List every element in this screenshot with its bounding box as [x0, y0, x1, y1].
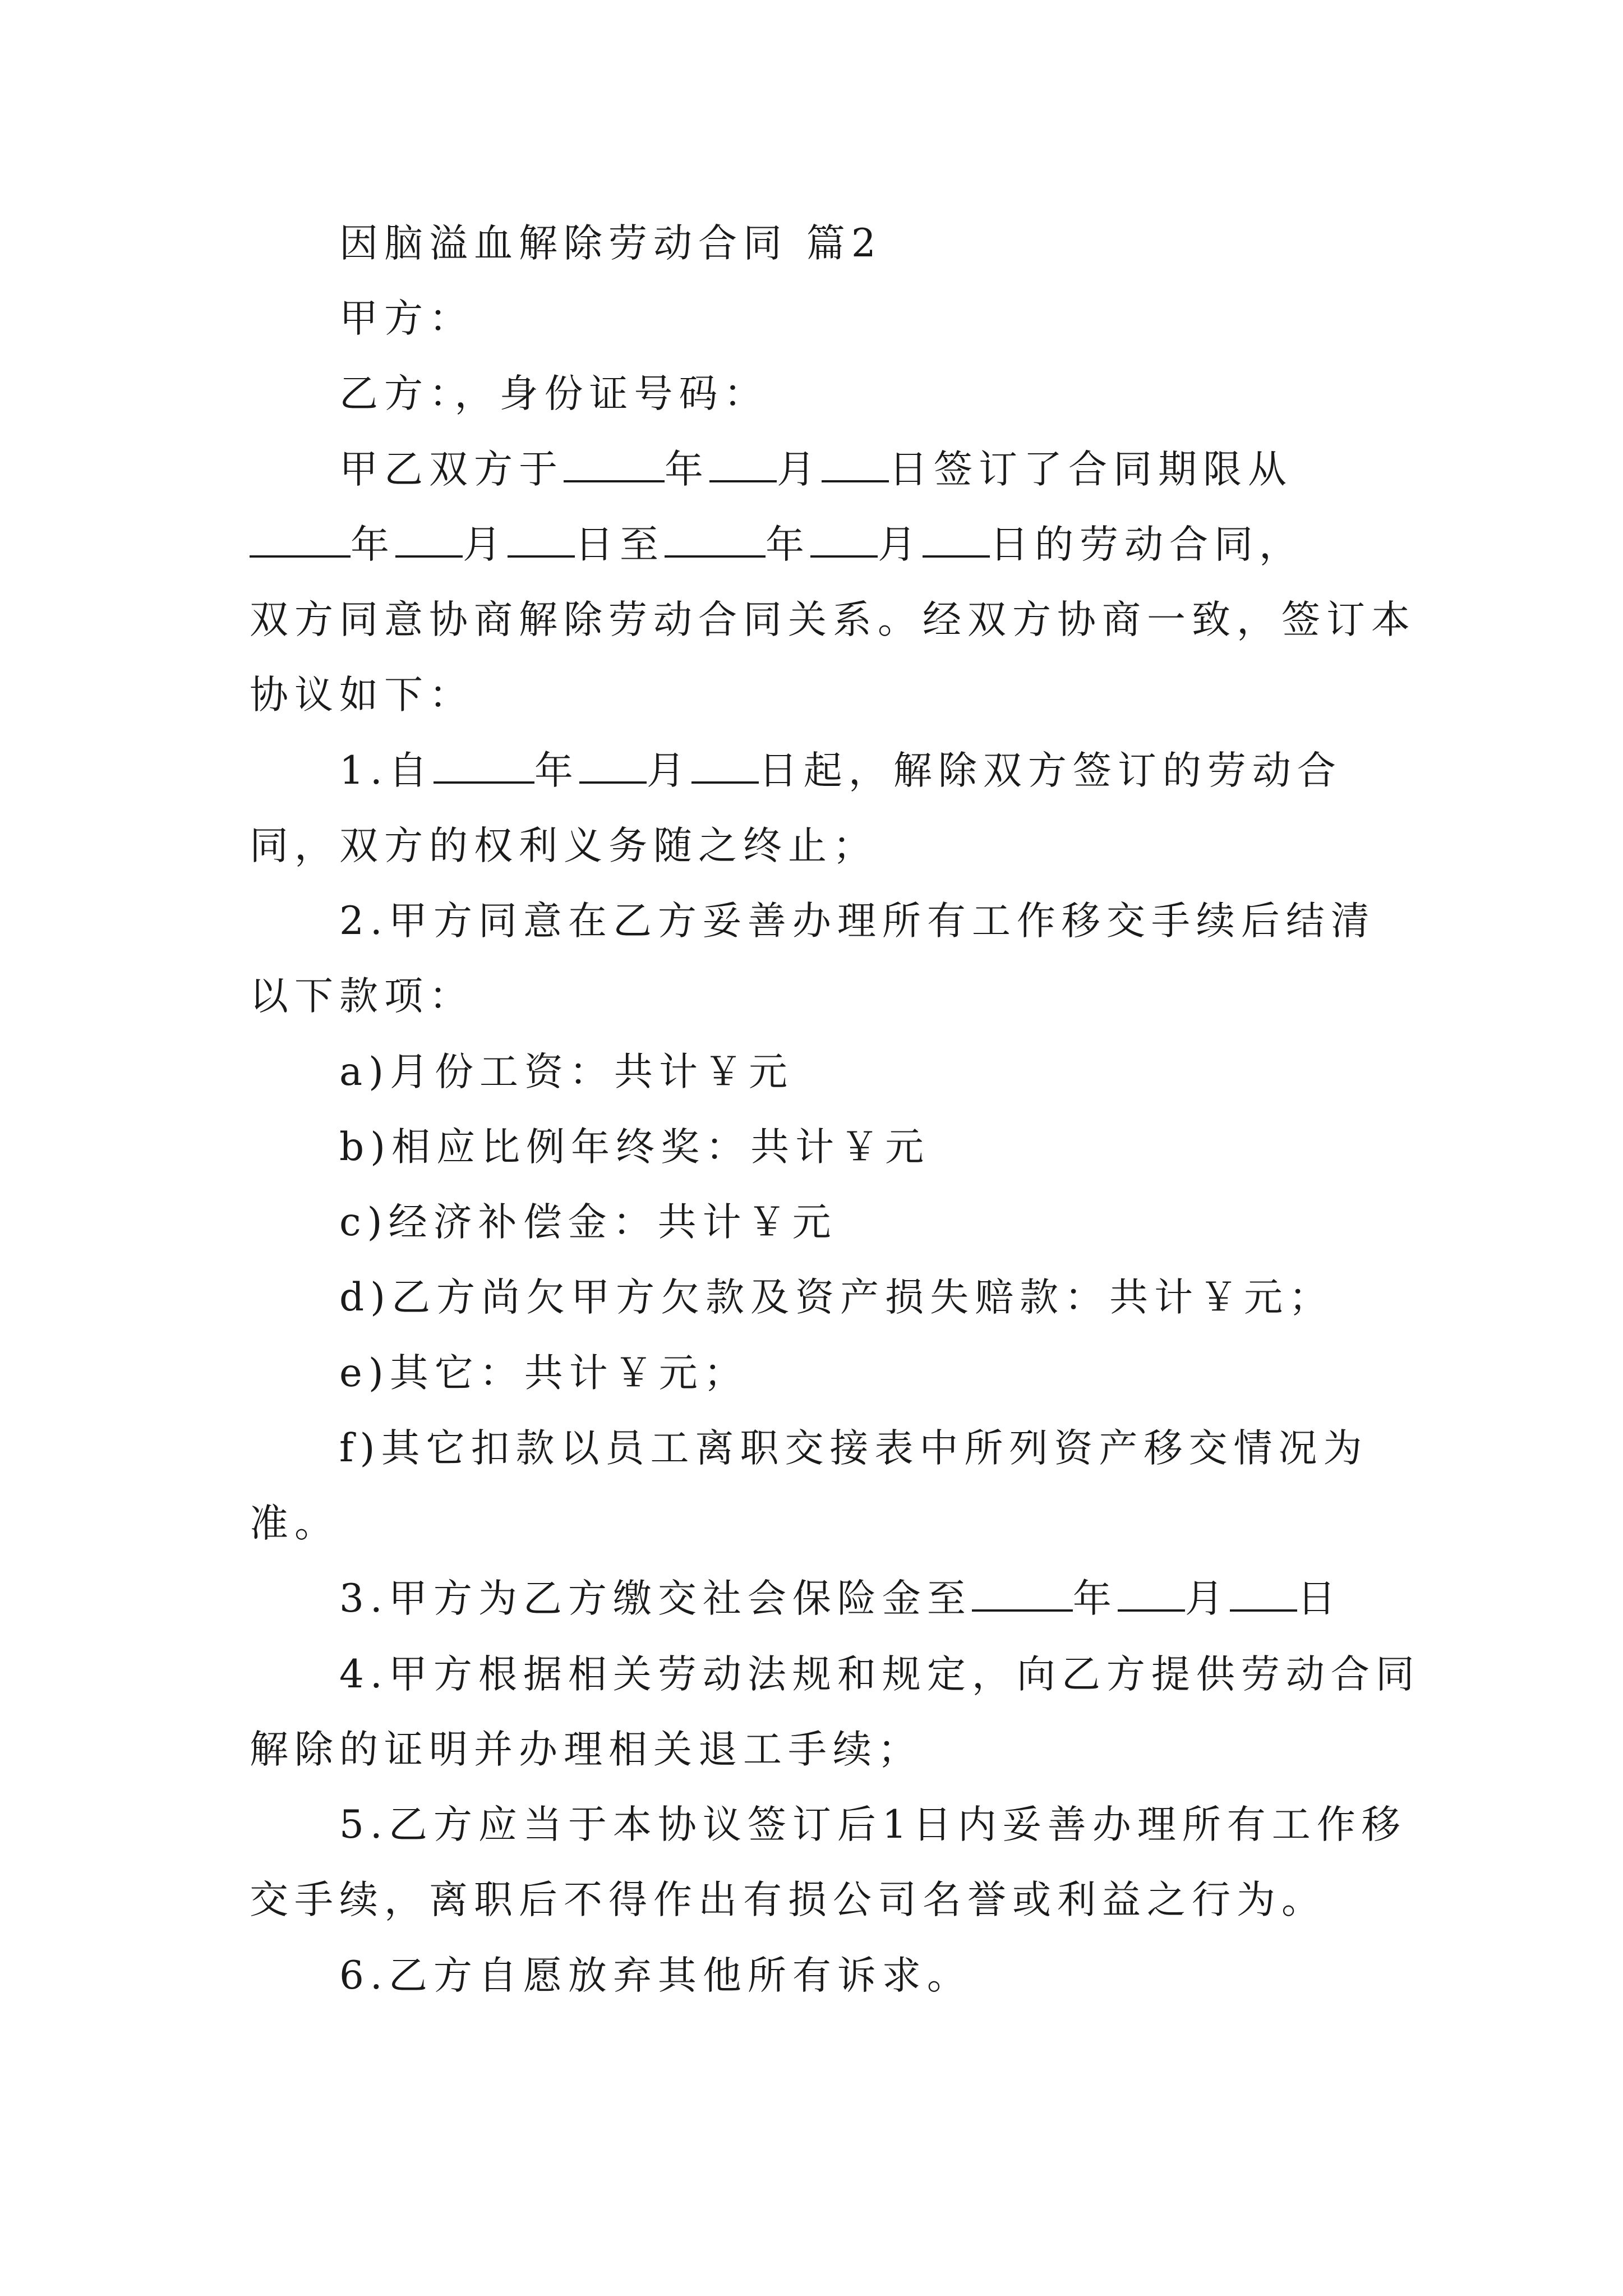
party-b-line: [0, 366, 1623, 422]
intro-text: 双方同意协商解除劳动合同关系。经双方协商一致，签订本: [250, 597, 1416, 642]
item-3: [0, 1571, 1623, 1627]
sub-item-text: b)相应比例年终奖：共计￥元: [339, 1125, 930, 1170]
item-5-line-1: [0, 1797, 1623, 1853]
party-a-text: 甲方：: [339, 296, 474, 341]
intro-line-2: [0, 517, 1623, 573]
blank-field: [709, 447, 777, 482]
blank-field: [1118, 1576, 1185, 1612]
item-text: 1.自: [339, 748, 434, 793]
blank-field: [923, 522, 990, 558]
sub-item-b: [0, 1119, 1623, 1175]
blank-field: [1230, 1576, 1297, 1612]
intro-text: 年: [665, 447, 709, 492]
title-text: 因脑溢血解除劳动合同 篇2: [339, 221, 882, 266]
blank-field: [665, 522, 766, 558]
blank-field: [810, 522, 878, 558]
item-text: 交手续，离职后不得作出有损公司名誉或利益之行为。: [250, 1878, 1326, 1922]
item-text: 年: [1072, 1576, 1118, 1621]
item-text: 日: [1297, 1576, 1342, 1621]
item-6: [0, 1948, 1623, 2004]
item-text: 解除的证明并办理相关退工手续；: [250, 1727, 923, 1772]
intro-text: 协议如下：: [250, 673, 474, 717]
intro-text: 年: [766, 522, 810, 567]
intro-line-4: [0, 667, 1623, 723]
intro-text: 甲乙双方于: [339, 447, 564, 492]
blank-field: [822, 447, 889, 482]
sub-item-text: a)月份工资：共计￥元: [339, 1050, 794, 1094]
sub-item-text: f)其它扣款以员工离职交接表中所列资产移交情况为: [339, 1426, 1368, 1471]
item-text: 3.甲方为乙方缴交社会保险金至: [339, 1576, 972, 1621]
intro-text: 日至: [575, 522, 665, 567]
item-text: 年: [534, 748, 579, 793]
blank-field: [579, 748, 647, 784]
item-1-line-1: [0, 743, 1623, 799]
item-text: 同，双方的权利义务随之终止；: [250, 823, 878, 868]
item-text: 2.甲方同意在乙方妥善办理所有工作移交手续后结清: [339, 899, 1376, 944]
sub-item-text: c)经济补偿金：共计￥元: [339, 1200, 837, 1245]
intro-text: 日的劳动合同，: [990, 522, 1304, 567]
blank-field: [395, 522, 463, 558]
item-text: 月: [646, 748, 691, 793]
intro-text: 月: [878, 522, 923, 567]
intro-text: 日签订了合同期限从: [889, 447, 1293, 492]
intro-text: 月: [777, 447, 822, 492]
intro-line-1: [0, 441, 1623, 498]
sub-item-c: [0, 1194, 1623, 1250]
item-text: 以下款项：: [250, 974, 474, 1019]
intro-text: 月: [463, 522, 508, 567]
document-title: [0, 215, 1623, 272]
party-b-text: 乙方：，身份证号码：: [339, 371, 769, 416]
item-text: 月: [1184, 1576, 1230, 1621]
intro-line-3: [0, 592, 1623, 648]
item-text: 6.乙方自愿放弃其他所有诉求。: [339, 1953, 972, 1998]
item-5-line-2: [0, 1872, 1623, 1928]
sub-item-text: e)其它：共计￥元；: [339, 1351, 749, 1396]
sub-item-text: 准。: [250, 1501, 339, 1546]
sub-item-text: d)乙方尚欠甲方欠款及资产损失赔款：共计￥元；: [339, 1275, 1334, 1320]
item-4-line-1: [0, 1646, 1623, 1703]
blank-field: [508, 522, 575, 558]
item-text: 日起，解除双方签订的劳动合: [758, 748, 1342, 793]
blank-field: [250, 522, 351, 558]
sub-item-f-line-2: [0, 1496, 1623, 1552]
item-2-line-2: [0, 968, 1623, 1024]
sub-item-d: [0, 1269, 1623, 1326]
sub-item-e: [0, 1345, 1623, 1401]
blank-field: [434, 748, 534, 784]
sub-item-f-line-1: [0, 1420, 1623, 1476]
sub-item-a: [0, 1044, 1623, 1100]
intro-text: 年: [351, 522, 395, 567]
item-4-line-2: [0, 1722, 1623, 1778]
item-2-line-1: [0, 893, 1623, 949]
item-1-line-2: [0, 818, 1623, 874]
blank-field: [564, 447, 665, 482]
blank-field: [691, 748, 759, 784]
party-a-line: [0, 291, 1623, 347]
blank-field: [972, 1576, 1073, 1612]
item-text: 5.乙方应当于本协议签订后1日内妥善办理所有工作移: [339, 1802, 1407, 1847]
item-text: 4.甲方根据相关劳动法规和规定，向乙方提供劳动合同: [339, 1652, 1421, 1697]
